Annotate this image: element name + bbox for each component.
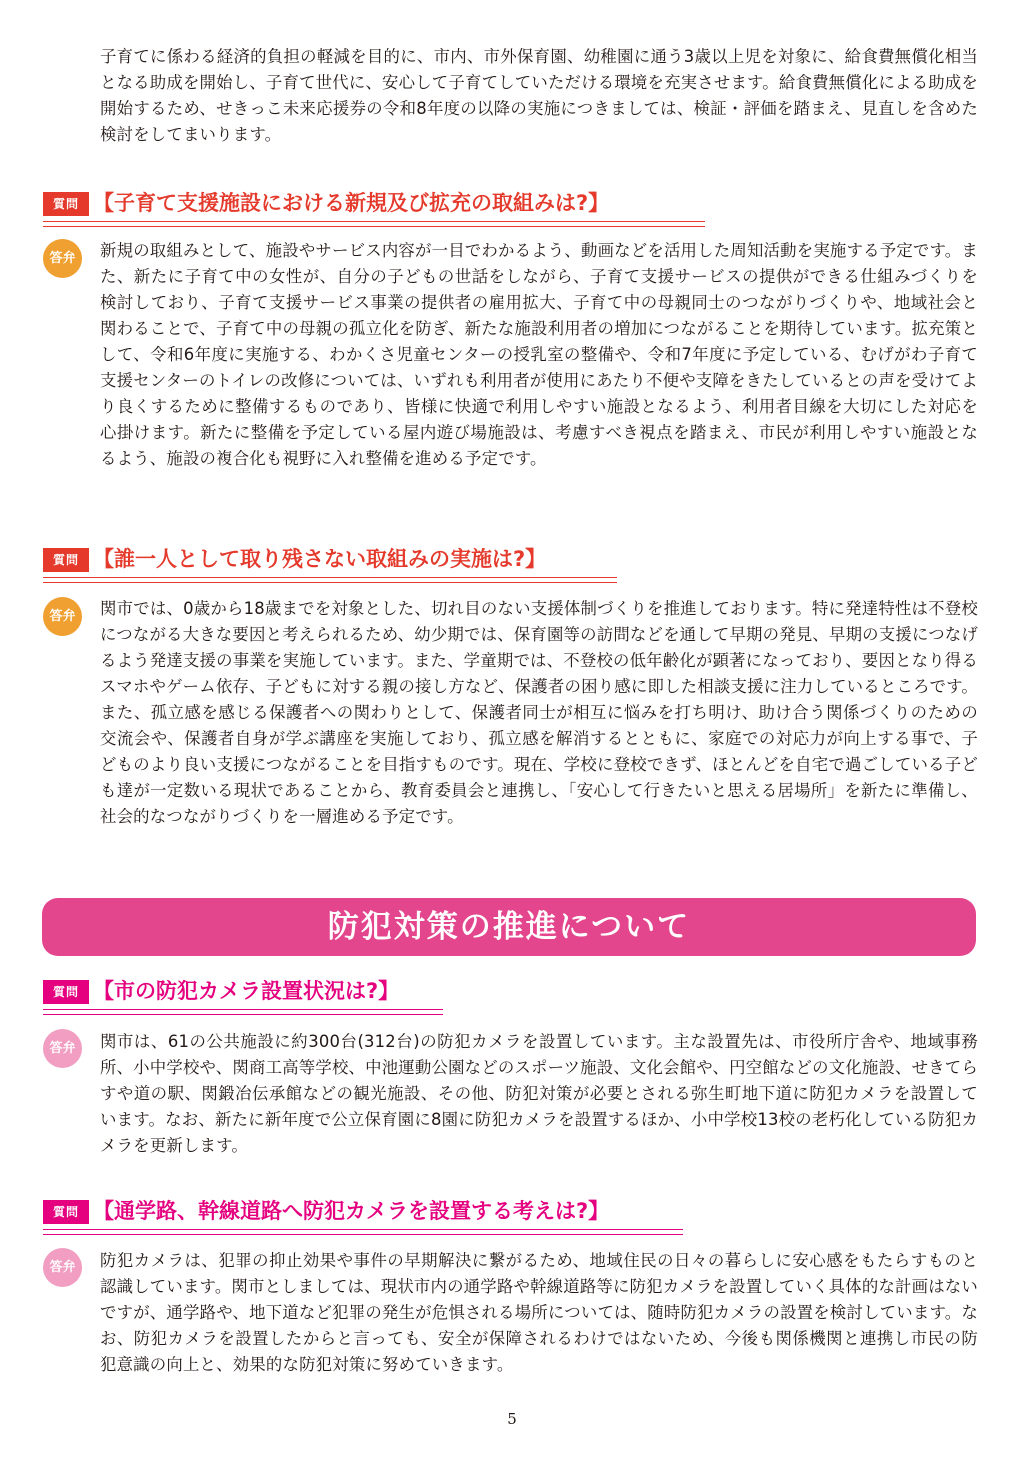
question-badge: 質問 [43, 980, 89, 1004]
question-underline [43, 1009, 443, 1015]
question-badge: 質問 [43, 1200, 89, 1224]
section-title-banner: 防犯対策の推進について [42, 898, 976, 956]
question-underline [43, 1229, 683, 1235]
question-badge: 質問 [43, 548, 89, 572]
question-heading-4 [43, 1196, 693, 1232]
answer-paragraph-2: 関市では、0歳から18歳までを対象とした、切れ目のない支援体制づくりを推進しております。特に発達特性は不登校につながる大きな要因と考えられるため、幼少期では、保育園等の訪問などを通して早期の発見、早期の支援につなげるよう発達支援の事業を実施しています。また、学童期では、不登校の低年齢化が顕著になっており、要因となり得るスマホやゲーム依存、子どもに対する親の接し方など、保護者の困り感に即した相談支援に注力しているところです。また、孤立感を感じる保護者への関わりとして、保護者同士が相互に悩みを打ち明け、助け合う関係づくりのための交流会や、保護者自身が学ぶ講座を実施しており、孤立感を解消するとともに、家庭での対応力が向上する事で、子どものより良い支援につながることを目指すものです。現在、学校に登校できず、ほとんどを自宅で過ごしている子ども達が一定数いる現状であることから、教育委員会と連携し、「安心して行きたいと思える居場所」を新たに準備し、社会的なつながりづくりを一層進める予定です。 [100, 599, 978, 826]
question-badge: 質問 [43, 192, 89, 216]
answer-paragraph-4: 防犯カメラは、犯罪の抑止効果や事件の早期解決に繋がるため、地域住民の日々の暮らしに安心感をもたらすものと認識しています。関市としましては、現状市内の通学路や幹線道路等に防犯カメラを設置していく具体的な計画はないですが、通学路や、地下道など犯罪の発生が危惧される場所については、随時防犯カメラの設置を検討しています。なお、防犯カメラを設置したからと言っても、安全が保障されるわけではないため、今後も関係機関と連携し市民の防犯意識の向上と、効果的な防犯対策に努めていきます。 [100, 1251, 978, 1374]
answer-badge: 答弁 [43, 597, 82, 636]
answer-badge: 答弁 [43, 1248, 82, 1287]
answer-badge: 答弁 [43, 239, 82, 278]
intro-paragraph: 子育てに係わる経済的負担の軽減を目的に、市内、市外保育園、幼稚園に通う3歳以上児を対象に、給食費無償化相当となる助成を開始し、子育て世代に、安心して子育てしていただける環境を充実させます。給食費無償化による助成を開始するため、せきっこ未来応援券の令和8年度の以降の実施につきましては、検証・評価を踏まえ、見直しを含めた検討をしてまいります。 [100, 47, 978, 144]
question-text: 【市の防犯カメラ設置状況は?】 [93, 979, 400, 1003]
question-underline [43, 577, 617, 583]
question-text: 【誰一人として取り残さない取組みの実施は?】 [93, 547, 547, 571]
question-heading-3 [43, 976, 453, 1012]
answer-badge: 答弁 [43, 1029, 82, 1068]
question-text: 【子育て支援施設における新規及び拡充の取組みは?】 [93, 191, 610, 215]
question-heading-1 [43, 188, 713, 224]
page-number: 5 [507, 1410, 517, 1428]
question-underline [43, 221, 705, 227]
answer-paragraph-3: 関市は、61の公共施設に約300台(312台)の防犯カメラを設置しています。主な設置先は、市役所庁舎や、地域事務所、小中学校や、関商工高等学校、中池運動公園などのスポーツ施設、文化会館や、円空館などの文化施設、せきてらすや道の駅、関鍛冶伝承館などの観光施設、その他、防犯対策が必要とされる弥生町地下道に防犯カメラを設置しています。なお、新たに新年度で公立保育園に8園に防犯カメラを設置するほか、小中学校13校の老朽化している防犯カメラを更新します。 [100, 1032, 978, 1155]
question-heading-2 [43, 544, 623, 580]
question-text: 【通学路、幹線道路へ防犯カメラを設置する考えは?】 [93, 1199, 610, 1223]
answer-paragraph-1: 新規の取組みとして、施設やサービス内容が一目でわかるよう、動画などを活用した周知活動を実施する予定です。また、新たに子育て中の女性が、自分の子どもの世話をしながら、子育て支援サービスの提供ができる仕組みづくりを検討しており、子育て支援サービス事業の提供者の雇用拡大、子育て中の母親同士のつながりづくりや、地域社会と関わることで、子育て中の母親の孤立化を防ぎ、新たな施設利用者の増加につながることを期待しています。拡充策として、令和6年度に実施する、わかくさ児童センターの授乳室の整備や、令和7年度に予定している、むげがわ子育て支援センターのトイレの改修については、いずれも利用者が使用にあたり不便や支障をきたしているとの声を受けてより良くするために整備するものであり、皆様に快適で利用しやすい施設となるよう、利用者目線を大切にした対応を心掛けます。新たに整備を予定している屋内遊び場施設は、考慮すべき視点を踏まえ、市民が利用しやすい施設となるよう、施設の複合化も視野に入れ整備を進める予定です。 [100, 241, 978, 468]
